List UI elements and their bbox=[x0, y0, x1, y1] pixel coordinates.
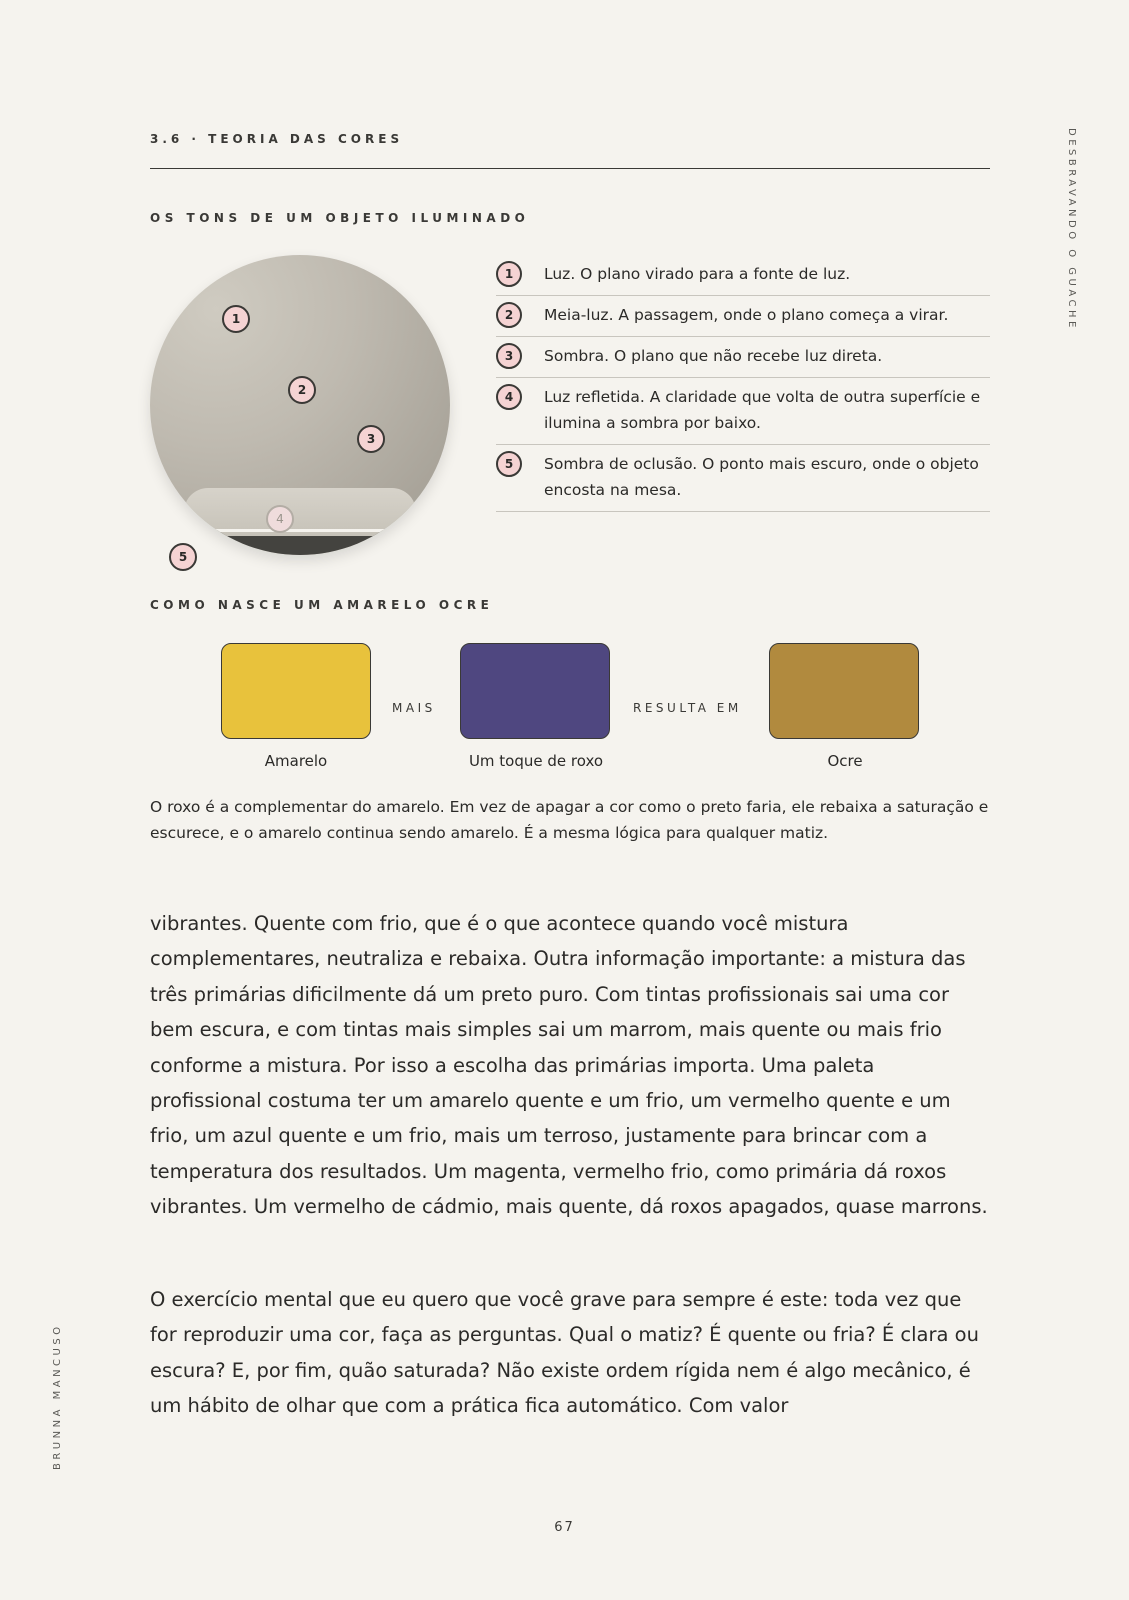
legend-item bbox=[496, 337, 990, 378]
legend-text: Luz. O plano virado para a fonte de luz. bbox=[544, 265, 851, 283]
section-title-lit-object: OS TONS DE UM OBJETO ILUMINADO bbox=[150, 211, 530, 225]
marker-5: 5 bbox=[169, 543, 197, 571]
legend-number: 3 bbox=[496, 343, 522, 369]
marker-3: 3 bbox=[357, 425, 385, 453]
swatch-label-yellow: Amarelo bbox=[264, 752, 328, 770]
legend-number: 2 bbox=[496, 302, 522, 328]
legend-text: Sombra. O plano que não recebe luz direta. bbox=[544, 347, 883, 365]
swatch-ochre bbox=[769, 643, 919, 739]
marker-1: 1 bbox=[222, 305, 250, 333]
page-number: 67 bbox=[554, 1520, 575, 1535]
book-title-vertical: DESBRAVANDO O GUACHE bbox=[1066, 128, 1077, 331]
legend-text: Sombra de oclusão. O ponto mais escuro, onde o objeto encosta na mesa. bbox=[544, 455, 979, 499]
swatch-purple bbox=[460, 643, 610, 739]
sphere-illustration bbox=[150, 255, 455, 585]
figure-caption: O roxo é a complementar do amarelo. Em vez de apagar a cor como o preto faria, ele rebaixa a saturação e escurece, e o amarelo continua sendo amarelo. É a mesma lógica para qualquer matiz. bbox=[150, 798, 989, 842]
marker-4: 4 bbox=[266, 505, 294, 533]
body-paragraph: O exercício mental que eu quero que você grave para sempre é este: toda vez que for reproduzir uma cor, faça as perguntas. Qual o matiz? É quente ou fria? É clara ou escura? E, por fim, quão saturada? Não existe ordem rígida nem é algo mecânico, é um hábito de olhar que com a prática fica automático. Com valor bbox=[150, 1288, 979, 1418]
legend-item bbox=[496, 255, 990, 296]
section-title-ochre: COMO NASCE UM AMARELO OCRE bbox=[150, 598, 494, 612]
legend-number: 5 bbox=[496, 451, 522, 477]
author-name-vertical: BRUNNA MANCUSO bbox=[52, 1323, 63, 1470]
operator-result: RESULTA EM bbox=[633, 701, 742, 715]
swatch-yellow bbox=[221, 643, 371, 739]
legend-text: Meia-luz. A passagem, onde o plano começa a virar. bbox=[544, 306, 949, 324]
legend-item bbox=[496, 445, 990, 512]
swatch-label-ochre: Ocre bbox=[827, 752, 863, 770]
legend-item bbox=[496, 296, 990, 337]
marker-2: 2 bbox=[288, 376, 316, 404]
table-edge-line bbox=[184, 529, 416, 532]
running-head: 3.6 · TEORIA DAS CORES bbox=[150, 132, 404, 146]
operator-plus: MAIS bbox=[392, 701, 436, 715]
legend-number: 4 bbox=[496, 384, 522, 410]
legend-number: 1 bbox=[496, 261, 522, 287]
header-rule bbox=[150, 168, 990, 169]
legend-item bbox=[496, 378, 990, 445]
swatch-label-purple: Um toque de roxo bbox=[468, 752, 604, 770]
tone-legend bbox=[496, 255, 990, 512]
sphere bbox=[150, 255, 450, 555]
body-paragraph: vibrantes. Quente com frio, que é o que acontece quando você mistura complementares, neutraliza e rebaixa. Outra informação importante: a mistura das três primárias dificilmente dá um preto puro. Com tintas profissionais sai uma cor bem escura, e com tintas mais simples sai um marrom, mais quente ou mais frio conforme a mistura. Por isso a escolha das primárias importa. Uma paleta profissional costuma ter um amarelo quente e um frio, um vermelho quente e um frio, um azul quente e um frio, mais um terroso, justamente para brincar com a temperatura dos resultados. Um magenta, vermelho frio, como primária dá roxos vibrantes. Um vermelho de cádmio, mais quente, dá roxos apagados, quase marrons. bbox=[150, 912, 988, 1219]
legend-text: Luz refletida. A claridade que volta de outra superfície e ilumina a sombra por baixo. bbox=[544, 388, 981, 432]
